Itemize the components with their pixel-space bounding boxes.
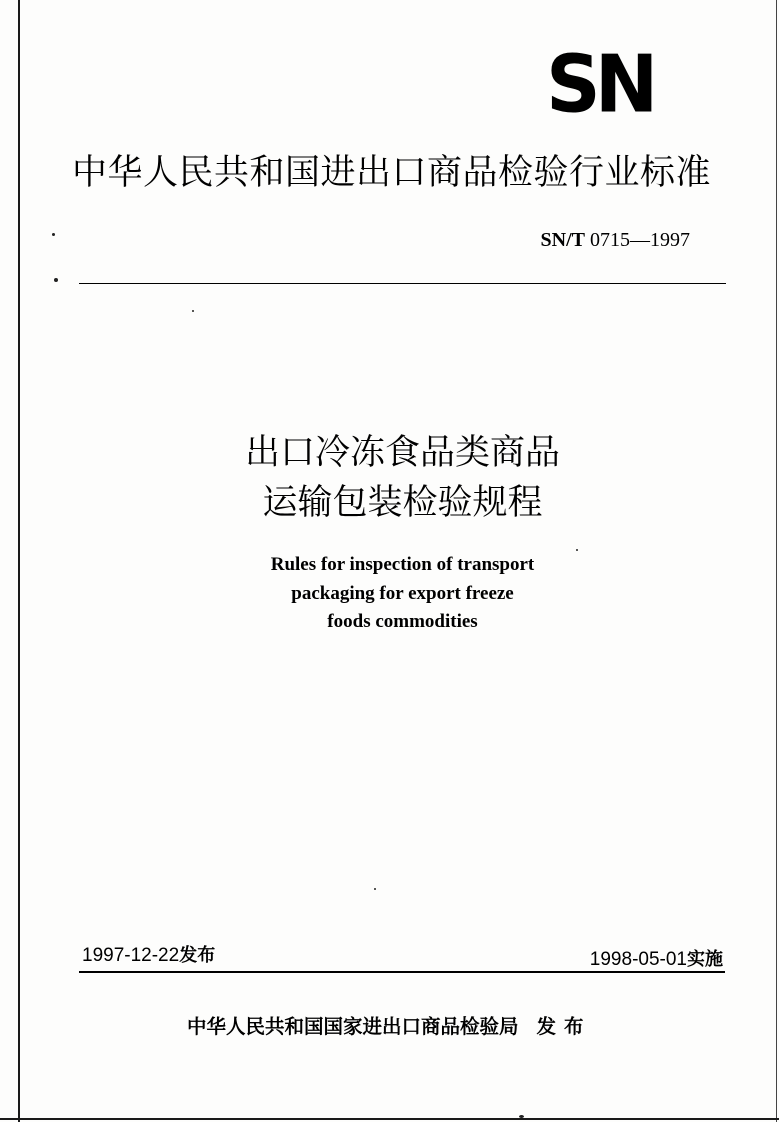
scan-speck (374, 888, 376, 890)
issue-date-value: 1997-12-22 (82, 945, 180, 966)
standard-number: 0715—1997 (590, 229, 690, 251)
publisher (187, 1013, 592, 1041)
effective-date-label: 实施 (687, 949, 723, 970)
effective-date (590, 948, 723, 972)
english-title-line-2: packaging for export freeze (291, 582, 514, 604)
scan-border-bottom (0, 1118, 779, 1120)
header-divider (79, 283, 726, 284)
chinese-title-line-1: 出口冷冻食品类商品 (244, 433, 560, 473)
scan-speck (54, 278, 58, 282)
issue-date-label: 发布 (179, 945, 216, 966)
chinese-title-line-2: 运输包装检验规程 (262, 483, 543, 523)
standard-prefix: SN/T (540, 229, 585, 251)
effective-date-value: 1998-05-01 (589, 949, 687, 970)
publisher-action: 发布 (536, 1015, 592, 1038)
standard-code (480, 228, 690, 252)
scan-speck (52, 233, 55, 236)
issuer-title: 中华人民共和国进出口商品检验行业标准 (72, 153, 712, 193)
sn-logo: SN (546, 36, 653, 131)
chinese-title (0, 428, 779, 528)
scan-speck (192, 310, 194, 312)
english-title-line-1: Rules for inspection of transport (270, 554, 535, 575)
english-title (0, 551, 779, 637)
footer-divider (79, 971, 725, 973)
english-title-line-3: foods commodities (327, 611, 478, 632)
scan-speck (519, 1115, 524, 1118)
publisher-name: 中华人民共和国国家进出口商品检验局 (187, 1015, 519, 1038)
issue-date (82, 944, 215, 968)
